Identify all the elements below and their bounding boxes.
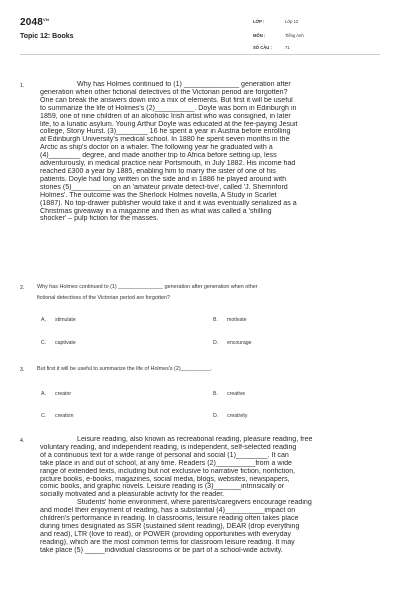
passage-line-text: picture books, e-books, magazines, social media, blogs, websites, newspapers, (40, 475, 290, 483)
passage-line-text: Christmas giveaway in a magazine and then as what was called a 'shilling (40, 207, 272, 215)
passage-line-text: voluntary reading, and independent reading, is independent, self-selected reading (40, 443, 297, 451)
passage-line-text: patients. Doyle had long written on the side and in 1886 he played around with (40, 175, 287, 183)
passage-line-text: 1859, one of nine children of an alcoholic Irish artist who was consigned, in later (40, 112, 291, 120)
passage-line (40, 176, 374, 184)
question-text-line: But first it will be useful to summarize the life of Holmes's (2)__________. (37, 366, 213, 372)
question-3-text (37, 366, 377, 373)
option-text: motivate (227, 317, 247, 323)
passage-line (40, 81, 374, 89)
passage-line-text: generation when other fictional detectives of the Victorian period are forgotten? (40, 88, 288, 96)
option-text: creative (227, 391, 246, 397)
passage-line (40, 499, 374, 507)
passage-line-text: life, to a lunatic asylum. Young Arthur Doyle was educated at the fee-paying Jesuit (40, 120, 298, 128)
option-a[interactable] (41, 317, 76, 323)
page-title: Topic 12: Books (20, 33, 74, 40)
logo-text: 2048 (20, 17, 44, 28)
option-c[interactable] (41, 413, 73, 419)
passage-line (40, 491, 374, 499)
meta-label: SỐ CÂU : (253, 45, 272, 50)
meta-value: Lớp 12 (285, 19, 299, 24)
passage-line-text: Arctic as ship's doctor on a whaler. The following year he graduated with a (40, 144, 273, 152)
option-b[interactable] (213, 391, 245, 397)
passage-line (40, 436, 374, 444)
option-letter: A. (41, 317, 46, 323)
question-number: 1. (20, 83, 25, 89)
question-number: 3. (20, 367, 25, 373)
passage-line (40, 468, 374, 476)
passage-line-text: and model their enjoyment of reading, has a substantial (4)__________impact on (40, 507, 296, 515)
passage-line (40, 152, 374, 160)
passage-line-text: take place in and out of school, at any time. Readers (2)__________from a wide (40, 459, 292, 467)
passage-line (40, 547, 374, 555)
meta-class (253, 19, 298, 24)
option-text: stimulate (55, 317, 76, 323)
passage-line (40, 144, 374, 152)
option-d[interactable] (213, 413, 247, 419)
passage-line-text: reached £300 a year by 1885, enabling him to marry the sister of one of his (40, 167, 276, 175)
passage-line-text: Leisure reading, also known as recreational reading, pleasure reading, free (77, 436, 313, 443)
passage-line (40, 507, 374, 515)
passage-line-text: of a continuous text for a wide range of personal and social (1)________. It can (40, 451, 289, 459)
header-divider (20, 54, 380, 55)
passage-line-text: Students' home environment, where parents/caregivers encourage reading (77, 499, 312, 507)
passage-line (40, 200, 374, 208)
option-text: captivate (55, 340, 76, 346)
option-text: encourage (227, 340, 252, 346)
passage-line-text: to summarize the life of Holmes's (2)__________. Doyle was born in Edinburgh in (40, 104, 297, 112)
passage-line (40, 105, 374, 113)
passage-line (40, 476, 374, 484)
passage-line (40, 515, 374, 523)
passage-line (40, 444, 374, 452)
option-b[interactable] (213, 317, 247, 323)
option-text: creator (55, 391, 72, 397)
passage-line-text: take place (5) _____individual classrooms or be part of a school-wide activity. (40, 546, 283, 554)
passage-2 (40, 436, 374, 555)
passage-line (40, 136, 374, 144)
question-text-line: Why has Holmes continued to (1) _______________ generation after generation when other (37, 284, 258, 290)
meta-value: 71 (285, 45, 290, 50)
passage-line-text: shocker' – pulp fiction for the masses. (40, 215, 159, 223)
option-text: creation (55, 413, 74, 419)
passage-line (40, 460, 374, 468)
passage-line (40, 121, 374, 129)
passage-line (40, 208, 374, 216)
passage-line-text: stories (5)__________ on an 'amateur private detect-tive', called 'J. Sherrinford (40, 183, 288, 191)
passage-line-text: comic books, and graphic novels. Leisure reading is (3)_______intrinsically or (40, 483, 285, 491)
question-text-line: fictional detectives of the Victorian period are forgotten? (37, 295, 170, 301)
option-letter: C. (41, 413, 47, 419)
passage-line (40, 128, 374, 136)
passage-line-text: One can break the answers down into a mix of elements. But first it will be useful (40, 96, 293, 104)
passage-line (40, 531, 374, 539)
option-letter: A. (41, 391, 46, 397)
passage-line-text: (1887). No top-drawer publisher would take it and it was eventually serialized as a (40, 199, 297, 207)
option-text: creativity (227, 413, 248, 419)
meta-count (253, 45, 290, 50)
passage-line-text: adventurously, in medical practice near Portsmouth, in July 1882. His income had (40, 160, 296, 168)
option-a[interactable] (41, 391, 71, 397)
passage-line (40, 113, 374, 121)
passage-line-text: at Edinburgh University's medical school. In 1880 he spent seven months in the (40, 136, 290, 144)
passage-line (40, 168, 374, 176)
passage-line (40, 192, 374, 200)
meta-label: MÔN : (253, 33, 266, 38)
option-letter: C. (41, 340, 47, 346)
option-c[interactable] (41, 340, 76, 346)
passage-line (40, 160, 374, 168)
passage-line-text: Why has Holmes continued to (1) ______________ generation after (77, 81, 291, 88)
option-letter: B. (213, 317, 218, 323)
option-letter: B. (213, 391, 218, 397)
passage-line (40, 89, 374, 97)
passage-line-text: Holmes'. The outcome was the Sherlock Holmes novella, A Study in Scarlet (40, 191, 277, 199)
meta-subject (253, 33, 304, 38)
passage-line (40, 539, 374, 547)
passage-line-text: (4)________ degree, and made another trip to Africa before setting up, less (40, 152, 277, 160)
passage-line (40, 97, 374, 105)
question-number: 4. (20, 438, 25, 444)
passage-line (40, 452, 374, 460)
passage-line-text: range of extended texts, including but not exclusive to narrative fiction, nonfiction, (40, 467, 296, 475)
passage-line-text: during times designated as SSR (sustained silent reading), DEAR (drop everything (40, 522, 300, 530)
passage-line-text: college, Stony Hurst. (3)________ 16 he spent a year in Austria before enrolling (40, 128, 291, 136)
question-2-text (37, 284, 377, 302)
passage-line (40, 483, 374, 491)
passage-1 (40, 81, 374, 223)
passage-line (40, 523, 374, 531)
question-number: 2. (20, 285, 25, 291)
passage-line-text: reading), which are the most common terms for classroom leisure reading. It may (40, 538, 295, 546)
meta-label: LỚP : (253, 19, 265, 24)
option-letter: D. (213, 340, 219, 346)
option-letter: D. (213, 413, 219, 419)
passage-line-text: and read), LTR (love to read), or POWER (providing opportunities with everyday (40, 530, 292, 538)
passage-line (40, 215, 374, 223)
site-logo (20, 17, 49, 28)
passage-line (40, 184, 374, 192)
meta-value: Tiếng Anh (285, 33, 304, 38)
option-d[interactable] (213, 340, 252, 346)
logo-sup: VN (43, 17, 50, 22)
passage-line-text: socially motivated and a pleasurable activity for the reader. (40, 491, 225, 499)
passage-line-text: children's performance in reading. In classrooms, leisure reading often takes place (40, 515, 299, 523)
